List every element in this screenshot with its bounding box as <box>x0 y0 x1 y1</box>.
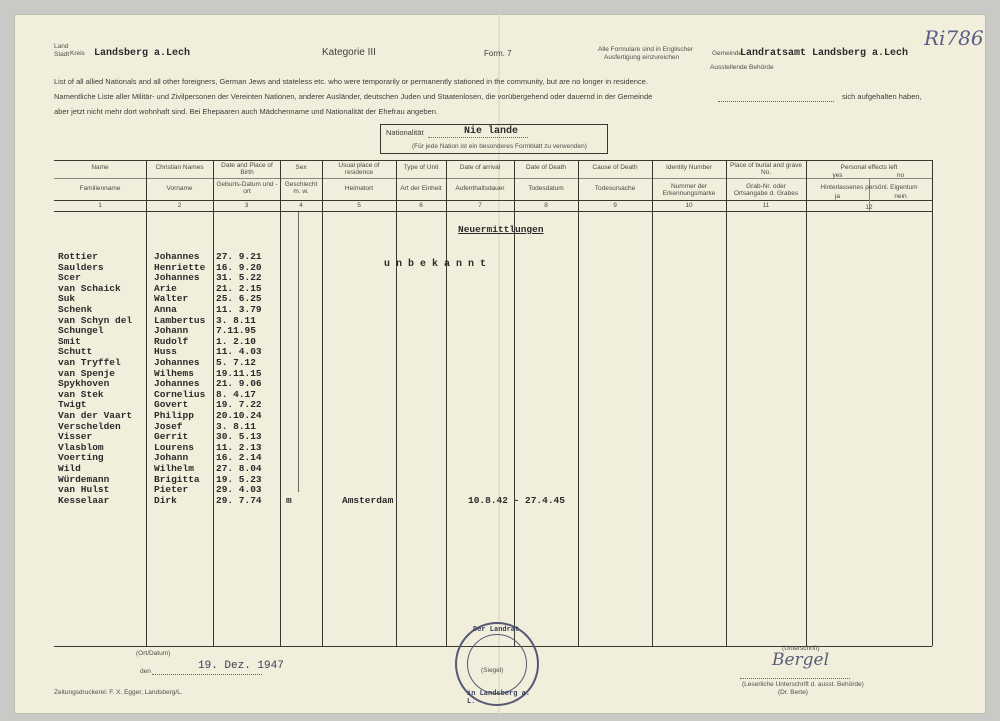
row-name: Verschelden <box>58 420 121 432</box>
col-5-num: 5 <box>357 202 361 209</box>
row-name: Voerting <box>58 452 104 464</box>
col-2-en: Christian Names <box>155 164 204 171</box>
col-9-en: Cause of Death <box>592 164 638 171</box>
gemeinde-value: Landratsamt Landsberg a.Lech <box>740 48 909 59</box>
kreis-label: Kreis <box>70 50 85 57</box>
col-divider <box>806 160 807 646</box>
table-top-border <box>54 160 932 161</box>
ort-label: (Ort/Datum) <box>136 650 171 657</box>
row-first-name: Govert <box>154 399 189 411</box>
col-divider <box>652 160 653 646</box>
row-birth-date: 1. 2.10 <box>216 335 256 347</box>
row-name: Spykhoven <box>58 378 110 390</box>
row-first-name: Arie <box>154 282 177 294</box>
row-sex: m <box>286 494 292 506</box>
col-divider <box>213 160 214 646</box>
signature-blank <box>740 678 850 679</box>
official-stamp <box>455 622 539 706</box>
row-name: van Tryffel <box>58 357 121 368</box>
row-name: van Hulst <box>58 484 110 496</box>
row-birth-date: 16. 2.14 <box>216 452 262 464</box>
row-first-name: Johann <box>154 325 189 337</box>
land-label: Land <box>54 43 69 50</box>
row-name: Suk <box>58 293 76 305</box>
form-number: Form. 7 <box>484 49 512 58</box>
row-birth-date: 20.10.24 <box>216 410 262 421</box>
row-first-name: Wilhems <box>154 367 194 379</box>
row-first-name: Johannes <box>154 251 200 262</box>
row-name: Schungel <box>58 325 104 337</box>
col-divider <box>932 160 933 646</box>
row-name: Vlasblom <box>58 441 104 453</box>
row-first-name: Lourens <box>154 441 194 453</box>
row-birth-date: 21. 9.06 <box>216 378 262 390</box>
col-5-de: Heimatort <box>344 185 374 192</box>
stadt-label: Stadt <box>54 51 70 58</box>
col-7-de: Aufenthaltsdauer <box>455 185 505 192</box>
row-name: Saulders <box>58 261 104 273</box>
row-birth-date: 19. 7.22 <box>216 399 262 411</box>
den-label: den <box>140 668 151 675</box>
note-line-2: Ausfertigung einzureichen <box>604 54 680 61</box>
note-line-1: Alle Formulare sind in Englischer <box>598 46 694 53</box>
sex-subdivider <box>298 212 299 492</box>
col-8-de: Todesdatum <box>528 185 564 192</box>
siegel-label: (Siegel) <box>481 667 504 674</box>
row-birth-date: 3. 8.11 <box>216 314 256 326</box>
row-first-name: Johannes <box>154 378 200 390</box>
header-divider <box>54 178 932 179</box>
col-9-num: 9 <box>613 202 617 209</box>
row-first-name: Johann <box>154 452 189 464</box>
row-first-name: Rudolf <box>154 335 189 347</box>
row-first-name: Josef <box>154 420 183 432</box>
row-birth-date: 7.11.95 <box>216 325 256 337</box>
col-2-de: Vorname <box>166 185 193 192</box>
header-bottom-line <box>54 211 932 212</box>
col-1-en: Name <box>91 164 109 171</box>
header-num-line <box>54 200 932 201</box>
unknown-note: u n b e k a n n t <box>384 259 487 270</box>
kreis-value: Landsberg a.Lech <box>94 48 191 59</box>
row-birth-date: 11. 4.03 <box>216 346 262 358</box>
gemeinde-label: Gemeinde <box>712 50 742 57</box>
col-6-en: Type of Unit <box>403 164 439 171</box>
col-12-no-en: no <box>896 172 905 179</box>
row-birth-date: 31. 5.22 <box>216 272 262 284</box>
row-birth-date: 19.11.15 <box>216 367 262 379</box>
col-8-en: Date of Death <box>525 164 567 171</box>
nationality-label: Nationalität <box>386 128 424 137</box>
row-name: Smit <box>58 335 81 347</box>
archive-mark: Ri786 <box>924 26 984 50</box>
col-2-num: 2 <box>177 202 182 209</box>
col-4-num: 4 <box>299 202 303 209</box>
row-name: Wild <box>58 463 81 474</box>
row-birth-date: 29. 7.74 <box>216 494 262 506</box>
row-first-name: Johannes <box>154 357 200 368</box>
col-1-de: Familienname <box>79 185 121 192</box>
row-name: Rottier <box>58 251 98 262</box>
page-fold <box>498 14 500 714</box>
row-birth-date: 25. 6.25 <box>216 293 262 305</box>
row-name: van Stek <box>58 388 104 400</box>
gemeinde-blank <box>718 101 834 102</box>
row-name: Scer <box>58 272 81 284</box>
col-divider <box>396 160 397 646</box>
row-birth-date: 11. 2.13 <box>216 441 262 453</box>
nationality-blank <box>428 137 528 138</box>
col-3-num: 3 <box>244 202 249 209</box>
row-first-name: Johannes <box>154 272 200 284</box>
col-7-num: 7 <box>478 202 482 209</box>
col-12-no-de: nein <box>894 193 907 200</box>
row-birth-date: 27. 8.04 <box>216 463 262 474</box>
col-divider <box>578 160 579 646</box>
row-first-name: Lambertus <box>154 314 206 326</box>
col-5-en: Usual place of residence <box>338 162 380 176</box>
stamp-text-bottom: in Landsberg a. L. <box>467 690 531 706</box>
row-birth-date: 19. 5.23 <box>216 473 262 485</box>
row-first-name: Walter <box>154 293 189 305</box>
row-name: Kesselaar <box>58 494 110 506</box>
row-birth-date: 3. 8.11 <box>216 420 256 432</box>
row-name: Schenk <box>58 304 93 315</box>
col-11-en: Place of burial and grave No. <box>730 162 802 176</box>
row-birth-date: 30. 5.13 <box>216 431 262 443</box>
row-birth-date: 5. 7.12 <box>216 357 256 368</box>
col-divider <box>446 160 447 646</box>
col-12-de: Hinterlassenes persönl. Eigentum <box>820 184 918 191</box>
leiter-label: (Leserliche Unterschrift d. ausst. Behörde) <box>742 681 864 688</box>
row-first-name: Henriette <box>154 261 206 273</box>
row-first-name: Huss <box>154 346 177 358</box>
col-12-yes-en: yes <box>832 172 843 179</box>
col-divider <box>726 160 727 646</box>
row-birth-date: 21. 2.15 <box>216 282 262 294</box>
col-12-en: Personal effects left <box>840 164 898 171</box>
row-arrival: 10.8.42 - 27.4.45 <box>468 494 565 506</box>
row-first-name: Gerrit <box>154 431 189 443</box>
printer-imprint: Zeitungsdruckerei: F. X. Egger, Landsberg/L. <box>54 689 183 696</box>
col-10-num: 10 <box>685 202 693 209</box>
col-11-de: Grab-Nr. oder Ortsangabe d. Grabes <box>733 183 799 197</box>
intro-line-3: aber jetzt nicht mehr dort wohnhaft sind. Bei Ehepaaren auch Mädchenname und Nationalität der Ehefrau angeben. <box>54 107 438 116</box>
row-name: Schutt <box>58 346 93 358</box>
col-12-num: 12 <box>865 204 873 211</box>
row-residence: Amsterdam <box>342 494 394 506</box>
row-first-name: Wilhelm <box>154 463 194 474</box>
row-first-name: Pieter <box>154 484 189 496</box>
col-10-en: Identity Number <box>666 164 712 171</box>
row-birth-date: 11. 3.79 <box>216 304 262 315</box>
nationality-sublabel: (Für jede Nation ist ein besonderes Formblatt zu verwenden) <box>412 143 587 150</box>
col-11-num: 11 <box>762 202 770 209</box>
col-3-de: Geburts-Datum und -ort <box>216 181 278 195</box>
intro-line-2: Namentliche Liste aller Militär- und Zivilpersonen der Vereinten Nationen, anderer Ausländer, deutschen Juden und Staatenlosen, die vorübergehend oder dauernd in der Gemeinde <box>54 92 653 101</box>
col-divider <box>280 160 281 646</box>
col-12-yes-de: ja <box>834 193 841 200</box>
row-first-name: Cornelius <box>154 388 206 400</box>
col-divider <box>146 160 147 646</box>
nationality-value: Nie lande <box>464 126 519 137</box>
section-title: Neuermittlungen <box>458 224 544 235</box>
col-4-en: Sex <box>295 164 307 171</box>
col-8-num: 8 <box>544 202 548 209</box>
col-divider <box>54 160 55 646</box>
stamp-text-top: Der Landrat <box>473 626 520 634</box>
col-9-de: Todesursache <box>594 185 636 192</box>
row-name: Van der Vaart <box>58 410 133 421</box>
col-3-en: Date and Place of Birth <box>221 162 273 176</box>
row-birth-date: 16. 9.20 <box>216 261 262 273</box>
dr-name: (Dr. Berte) <box>778 689 808 696</box>
col-10-de: Nummer der Erkennungsmarke <box>662 183 716 197</box>
row-name: Würdemann <box>58 473 110 485</box>
row-birth-date: 29. 4.03 <box>216 484 262 496</box>
ausstellende-label: Ausstellende Behörde <box>710 64 774 71</box>
row-first-name: Brigitta <box>154 473 200 485</box>
col-6-num: 6 <box>419 202 423 209</box>
signature-label: (Unterschrift) <box>782 645 820 652</box>
col-4-de: Geschlecht m. w. <box>284 181 318 195</box>
kategorie-title: Kategorie III <box>322 47 376 58</box>
row-name: Visser <box>58 431 93 443</box>
col-6-de: Art der Einheit <box>400 185 442 192</box>
row-first-name: Philipp <box>154 410 194 421</box>
col-1-num: 1 <box>98 202 102 209</box>
row-name: van Schyn del <box>58 314 133 326</box>
row-birth-date: 27. 9.21 <box>216 251 262 262</box>
row-name: van Spenje <box>58 367 116 379</box>
row-name: van Schaick <box>58 282 121 294</box>
intro-line-1: List of all allied Nationals and all other foreigners, German Jews and stateless etc. who were temporarily or permanently stationed in the community, but are no longer in residence. <box>54 77 648 86</box>
intro-line-2b: sich aufgehalten haben, <box>842 92 922 101</box>
date-stamp: 19. Dez. 1947 <box>198 660 284 672</box>
row-name: Twigt <box>58 399 87 411</box>
row-first-name: Dirk <box>154 494 177 506</box>
row-first-name: Anna <box>154 304 177 315</box>
row-birth-date: 8. 4.17 <box>216 388 256 400</box>
date-blank <box>152 674 262 675</box>
col-divider <box>322 160 323 646</box>
signature: Bergel <box>772 650 830 670</box>
col-7-en: Date of arrival <box>459 164 501 171</box>
